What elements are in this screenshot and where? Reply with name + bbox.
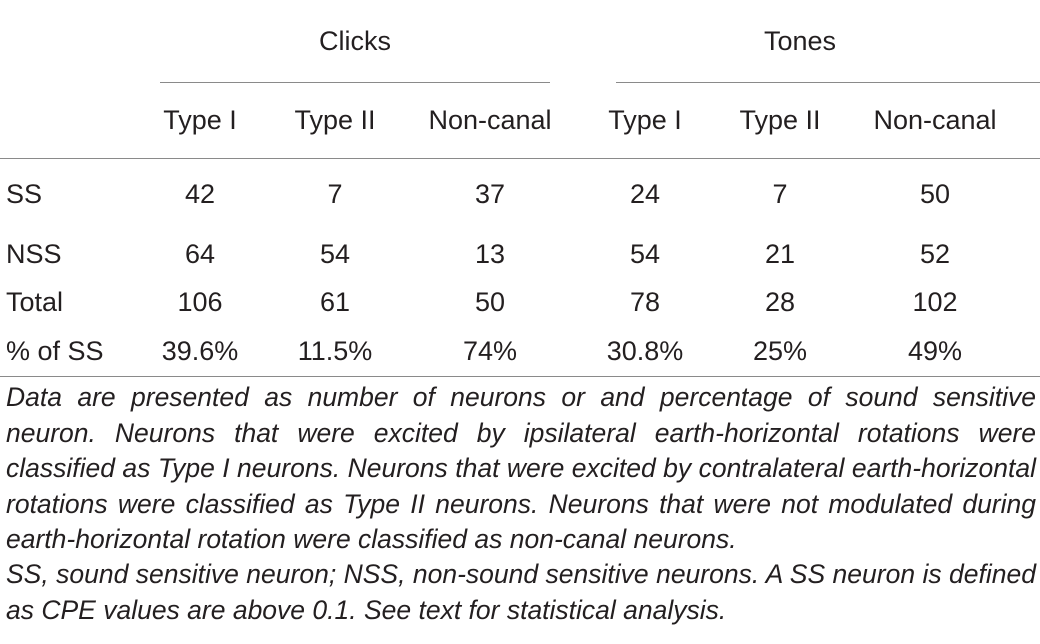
table-cell: 50 xyxy=(474,286,506,317)
footnote-paragraph: Data are presented as number of neurons or and percentage of sound sensitive neuron. Neurons that were excited by ipsilateral earth-horizontal rotations were classified as Type I neurons. Neurons that were excited by contralateral earth-horizontal rotations were classified as Type II neurons. Neurons that were not modulated during earth-horizontal rotation were classified as non-canal neurons. xyxy=(6,382,1036,554)
subheader-clicks-non-canal: Non-canal xyxy=(420,83,560,159)
table-cell: 21 xyxy=(764,238,796,269)
table-cell: 11.5% xyxy=(250,326,420,377)
row-label: Total xyxy=(6,286,64,317)
table-cell: 25% xyxy=(730,326,830,377)
subheader-row xyxy=(0,83,1040,159)
table-cell: 102 xyxy=(912,286,958,317)
group-header-tones: Tones xyxy=(763,25,837,56)
subheader-tones-type-i: Type I xyxy=(560,83,730,159)
table-cell: 37 xyxy=(474,179,506,209)
subheader-empty xyxy=(0,83,150,159)
table-cell: 42 xyxy=(184,179,216,209)
footnote-abbreviations: SS, sound sensitive neuron; NSS, non-sound sensitive neurons. A SS neuron is defined as CPE values are above 0.1. See text for statistical analysis. xyxy=(6,559,1036,625)
row-label: % of SS xyxy=(0,326,150,377)
table-cell: 50 xyxy=(919,179,951,209)
table-row xyxy=(0,278,1040,326)
table-cell: 61 xyxy=(319,286,351,317)
table-cell: 30.8% xyxy=(560,326,730,377)
group-header-row xyxy=(0,0,1040,82)
table-cell: 52 xyxy=(919,238,951,269)
table-cell: 106 xyxy=(177,286,223,317)
table-cell: 24 xyxy=(629,179,661,209)
table-cell: 54 xyxy=(629,238,661,269)
table-row xyxy=(0,230,1040,278)
group-header-clicks: Clicks xyxy=(319,25,391,56)
table-cell: 64 xyxy=(184,238,216,269)
subheader-clicks-type-i: Type I xyxy=(150,83,250,159)
table-row xyxy=(0,159,1040,231)
table-cell: 7 xyxy=(772,179,788,209)
table-cell: 13 xyxy=(474,238,506,269)
subheader-clicks-type-ii: Type II xyxy=(250,83,420,159)
row-label: SS xyxy=(6,179,43,209)
table-cell: 54 xyxy=(319,238,351,269)
table-row xyxy=(0,326,1040,377)
table-cell: 39.6% xyxy=(150,326,250,377)
row-label: NSS xyxy=(6,238,62,269)
table-cell: 28 xyxy=(764,286,796,317)
table-cell: 7 xyxy=(327,179,343,209)
table-cell: 74% xyxy=(420,326,560,377)
empty-corner-cell xyxy=(0,0,150,82)
subheader-tones-non-canal: Non-canal xyxy=(830,83,1040,159)
subheader-tones-type-ii: Type II xyxy=(730,83,830,159)
table-cell: 78 xyxy=(629,286,661,317)
table-cell: 49% xyxy=(830,326,1040,377)
